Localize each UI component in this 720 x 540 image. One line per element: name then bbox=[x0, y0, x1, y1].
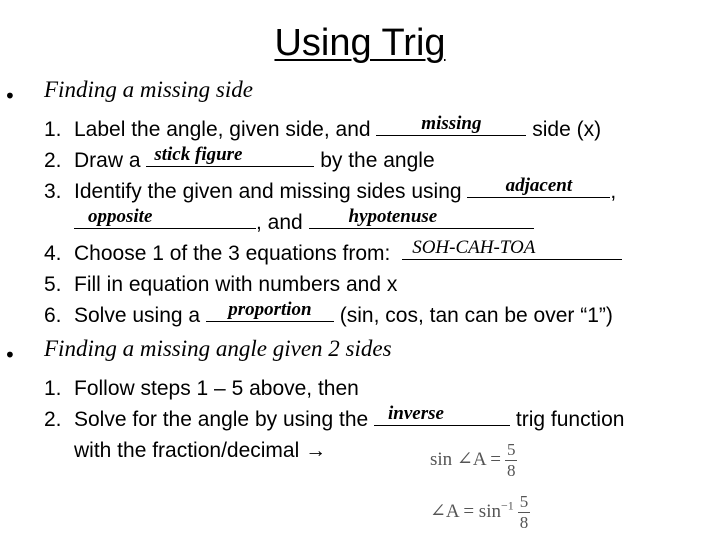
section-heading-missing-angle: Finding a missing angle given 2 sides bbox=[44, 336, 392, 361]
steps-list-missing-angle bbox=[44, 373, 624, 466]
angle-step-2: 2. Solve for the angle by using the inverse trig function bbox=[44, 403, 625, 431]
bullet-1: • bbox=[4, 84, 16, 108]
step-4: 4. Choose 1 of the 3 equations from: SOH-CAH-TOA bbox=[44, 238, 622, 269]
blank-proportion: proportion bbox=[206, 303, 334, 322]
formula-inverse-sin: ∠A = $\sin^{-1}$ $\frac{5}{8}$ bbox=[430, 492, 529, 532]
bullet-2: • bbox=[4, 343, 16, 367]
angle-step-2-continued: with the fraction/decimal → bbox=[74, 439, 327, 462]
fraction-5-over-8-inverse: $\frac{5}{8}$ bbox=[519, 492, 529, 532]
step-3-continued: opposite , and hypotenuse bbox=[44, 207, 622, 238]
step-1: 1. Label the angle, given side, and missing side (x) bbox=[44, 113, 602, 141]
step-2: 2. Draw a stick figure by the angle bbox=[44, 144, 435, 172]
blank-hypotenuse: hypotenuse bbox=[309, 210, 534, 229]
blank-missing: missing bbox=[376, 117, 526, 136]
blank-stick-figure: stick figure bbox=[146, 148, 314, 167]
steps-list-missing-side bbox=[44, 114, 622, 331]
formula-sin-a: sin ∠A = $\frac{5}{8}$ bbox=[430, 440, 516, 480]
step-5: 5. Fill in equation with numbers and x bbox=[44, 273, 398, 296]
page-title: Using Trig bbox=[274, 22, 446, 64]
step-3: 3. Identify the given and missing sides using adjacent , bbox=[44, 175, 617, 203]
angle-step-1: 1. Follow steps 1 – 5 above, then bbox=[44, 377, 359, 400]
blank-adjacent: adjacent bbox=[467, 179, 610, 198]
blank-opposite: opposite bbox=[74, 210, 256, 229]
blank-soh-cah-toa: SOH-CAH-TOA bbox=[402, 241, 622, 260]
fraction-5-over-8: $\frac{5}{8}$ bbox=[506, 440, 516, 480]
blank-inverse: inverse bbox=[374, 407, 510, 426]
section-heading-missing-side: Finding a missing side bbox=[44, 77, 253, 102]
step-6: 6. Solve using a proportion (sin, cos, tan can be over “1”) bbox=[44, 299, 613, 327]
